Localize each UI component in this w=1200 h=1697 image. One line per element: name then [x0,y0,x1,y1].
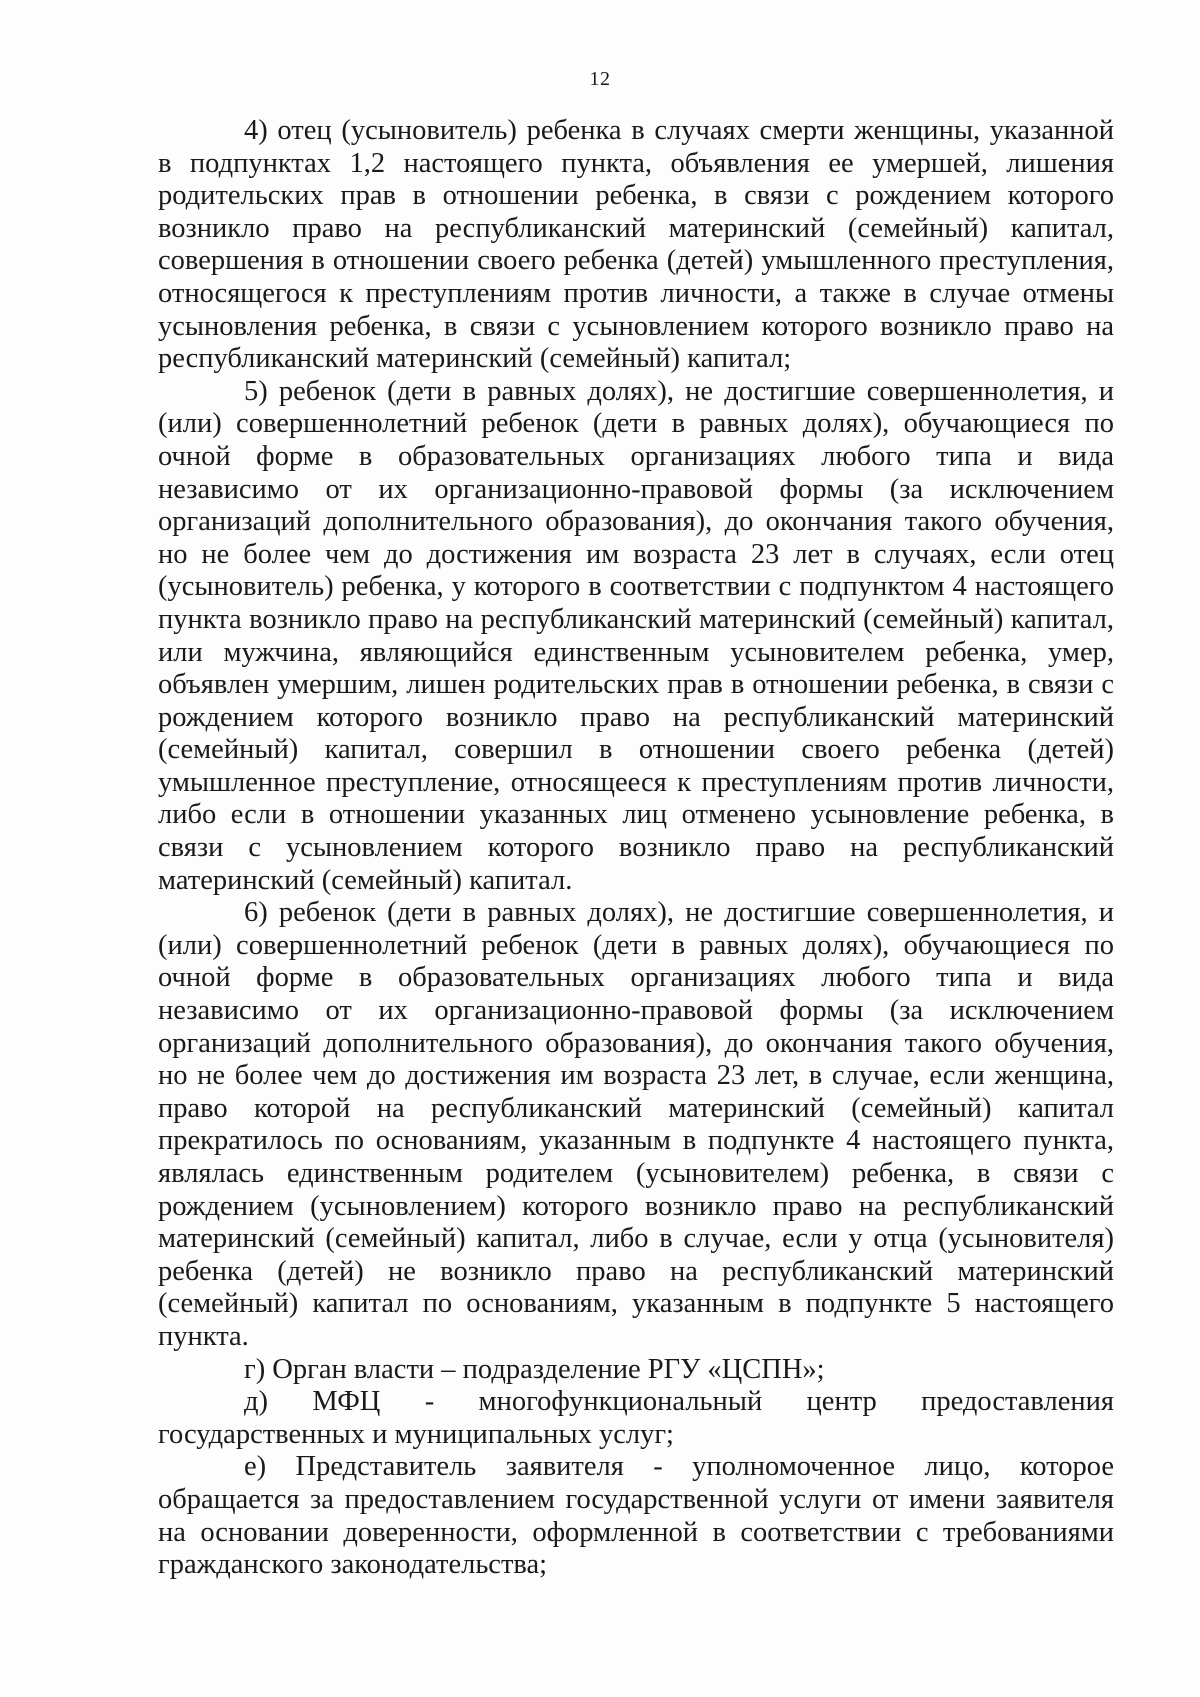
page-number: 12 [589,68,611,90]
document-body [158,115,1114,1582]
paragraph-definition-d: д) МФЦ - многофункциональный центр предоставления государственных и муниципальных услуг; [158,1386,1114,1450]
paragraph-item-5: 5) ребенок (дети в равных долях), не достигшие совершеннолетия, и (или) совершеннолетний ребенок (дети в равных долях), обучающиеся по очной форме в образовательных организациях любого типа и вида независимо от их организационно-правовой формы (за исключением организаций дополнительного образования), до окончания такого обучения, но не более чем до достижения им возраста 23 лет в случаях, если отец (усыновитель) ребенка, у которого в соответствии с подпунктом 4 настоящего пункта возникло право на республиканский материнский (семейный) капитал, или мужчина, являющийся единственным усыновителем ребенка, умер, объявлен умершим, лишен родительских прав в отношении ребенка, в связи с рождением которого возникло право на республиканский материнский (семейный) капитал, совершил в отношении своего ребенка (детей) умышленное преступление, относящееся к преступлениям против личности, либо если в отношении указанных лиц отменено усыновление ребенка, в связи с усыновлением которого возникло право на республиканский материнский (семейный) капитал. [158,375,1114,896]
paragraph-definition-g: г) Орган власти – подразделение РГУ «ЦСПН»; [244,1353,825,1385]
paragraph-item-4: 4) отец (усыновитель) ребенка в случаях смерти женщины, указанной в подпунктах 1,2 настоящего пункта, объявления ее умершей, лишения родительских прав в отношении ребенка, в связи с рождением которого возникло право на республиканский материнский (семейный) капитал, совершения в отношении своего ребенка (детей) умышленного преступления, относящегося к преступлениям против личности, а также в случае отмены усыновления ребенка, в связи с усыновлением которого возникло право на республиканский материнский (семейный) капитал; [158,115,1114,375]
paragraph-item-6: 6) ребенок (дети в равных долях), не достигшие совершеннолетия, и (или) совершеннолетний ребенок (дети в равных долях), обучающиеся по очной форме в образовательных организациях любого типа и вида независимо от их организационно-правовой формы (за исключением организаций дополнительного образования), до окончания такого обучения, но не более чем до достижения им возраста 23 лет, в случае, если женщина, право которой на республиканский материнский (семейный) капитал прекратилось по основаниям, указанным в подпункте 4 настоящего пункта, являлась единственным родителем (усыновителем) ребенка, в связи с рождением (усыновлением) которого возникло право на республиканский материнский (семейный) капитал, либо в случае, если у отца (усыновителя) ребенка (детей) не возникло право на республиканский материнский (семейный) капитал по основаниям, указанным в подпункте 5 настоящего пункта. [158,897,1114,1352]
paragraph-definition-e: е) Представитель заявителя - уполномоченное лицо, которое обращается за предоставлением государственной услуги от имени заявителя на основании доверенности, оформленной в соответствии с требованиями гражданского законодательства; [158,1451,1114,1581]
